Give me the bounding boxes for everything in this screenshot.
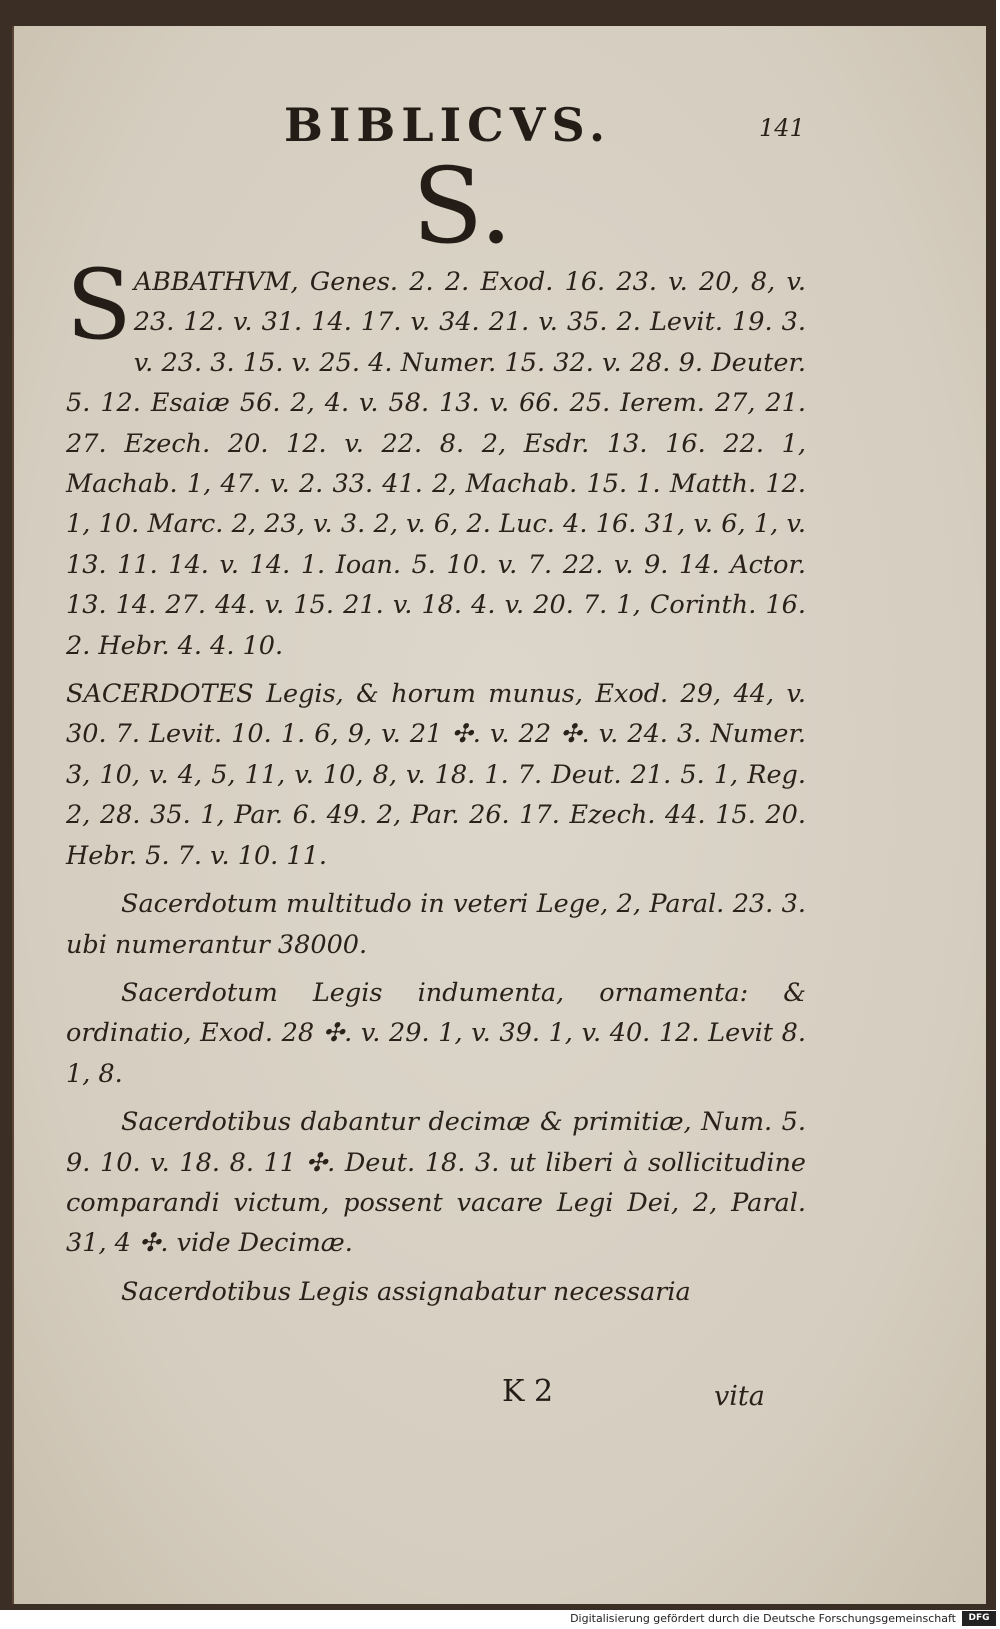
entry-text: SACERDOTES Legis, & horum munus, Exod. 29, 44, v. 30. 7. Levit. 10. 1. 6, 9, v. 21 ✣. v. 22 ✣. v. 24. 3. Numer. 3, 10, v. 4, 5, 11, v. 10, 8, v. 18. 1. 7. Deut. 21. 5. 1, Reg. 2, 28. 35. 1, Par. 6. 49. 2, Par. 26. 17. Ezech. 44. 15. 20. Hebr. 5. 7. v. 10. 11.	[66, 679, 806, 871]
running-head: BIBLICVS.	[284, 98, 612, 152]
entry-indumenta	[66, 973, 806, 1094]
entry-text: ABBATHVM, Genes. 2. 2. Exod. 16. 23. v. 20, 8, v. 23. 12. v. 31. 14. 17. v. 34. 21. v. 35. 2. Levit. 19. 3. v. 23. 3. 15. v. 25. 4. Numer. 15. 32. v. 28. 9. Deuter. 5. 12. Esaiæ 56. 2, 4. v. 58. 13. v. 66. 25. Ierem. 27, 21. 27. Ezech. 20. 12. v. 22. 8. 2, Esdr. 13. 16. 22. 1, Machab. 1, 47. v. 2. 33. 41. 2, Machab. 15. 1. Matth. 12. 1, 10. Marc. 2, 23, v. 3. 2, v. 6, 2. Luc. 4. 16. 31, v. 6, 1, v. 13. 11. 14. v. 14. 1. Ioan. 5. 10. v. 7. 22. v. 9. 14. Actor. 13. 14. 27. 44. v. 15. 21. v. 18. 4. v. 20. 7. 1, Corinth. 16. 2. Hebr. 4. 4. 10.	[66, 267, 806, 661]
entry-sacerdotes	[66, 674, 806, 876]
page-number: 141	[759, 114, 805, 142]
entry-sabbathum	[66, 249, 806, 666]
book-page	[12, 26, 986, 1604]
footer-credit: Digitalisierung gefördert durch die Deutsche Forschungsgemeinschaft	[570, 1612, 956, 1625]
entry-necessaria	[66, 1272, 806, 1312]
drop-cap: S	[66, 249, 132, 361]
entry-text: Sacerdotibus Legis assignabatur necessaria	[121, 1276, 691, 1307]
digitization-footer	[0, 1610, 1000, 1629]
section-letter: S.	[412, 145, 513, 267]
dfg-logo-icon: DFG	[962, 1611, 996, 1626]
text-body	[66, 249, 806, 1312]
catchword: vita	[714, 1381, 765, 1412]
entry-multitudo	[66, 884, 806, 965]
entry-text: Sacerdotum Legis indumenta, ornamenta: & ordinatio, Exod. 28 ✣. v. 29. 1, v. 39. 1, v. 40. 12. Levit 8. 1, 8.	[66, 977, 806, 1089]
entry-text: Sacerdotibus dabantur decimæ & primitiæ, Num. 5. 9. 10. v. 18. 8. 11 ✣. Deut. 18. 3. ut liberi à sollicitudine comparandi victum, possent vacare Legi Dei, 2, Paral. 31, 4 ✣. vide Decimæ.	[66, 1107, 806, 1259]
signature-mark: K 2	[502, 1374, 554, 1409]
entry-text: Sacerdotum multitudo in veteri Lege, 2, Paral. 23. 3. ubi numerantur 38000.	[66, 889, 806, 960]
entry-decimae	[66, 1102, 806, 1264]
